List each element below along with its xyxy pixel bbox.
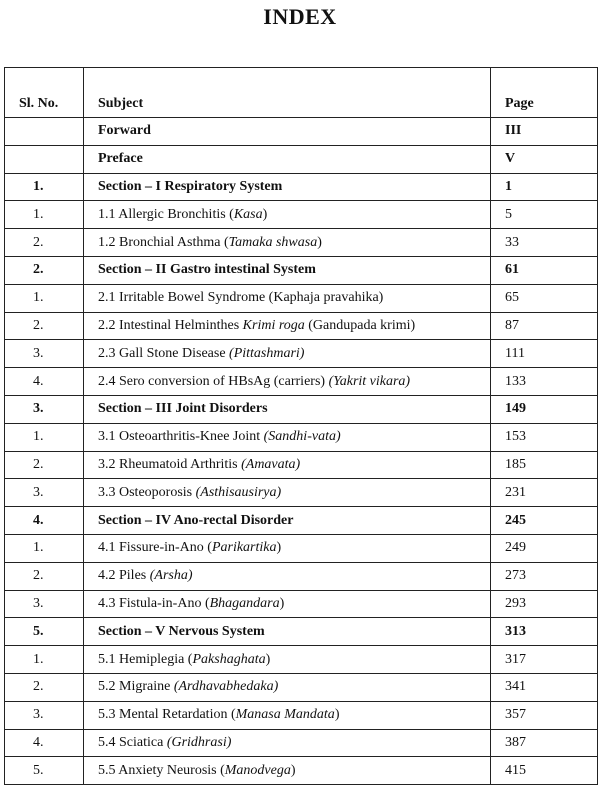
subject-text: 1.1 Allergic Bronchitis (	[98, 206, 234, 222]
page-cell: 313	[491, 618, 598, 646]
header-subject: Subject	[84, 68, 491, 118]
subject-text: 2.3 Gall Stone Disease	[98, 345, 230, 361]
page-cell: 133	[491, 368, 598, 396]
section-row	[5, 145, 598, 173]
sl-no-cell: 1.	[5, 423, 84, 451]
subject-text: 2.4 Sero conversion of HBsAg (carriers)	[98, 373, 329, 389]
sl-no-cell: 1.	[5, 173, 84, 201]
table-header-row	[5, 68, 598, 118]
sl-no-cell: 4.	[5, 507, 84, 535]
page-cell: 231	[491, 479, 598, 507]
index-table	[4, 67, 598, 785]
sl-no-cell: 2.	[5, 312, 84, 340]
subject-sanskrit-term: (Arsha)	[149, 568, 193, 584]
subject-cell	[84, 118, 491, 146]
table-row	[5, 562, 598, 590]
subject-text-tail: )	[276, 540, 282, 556]
sl-no-cell: 2.	[5, 673, 84, 701]
subject-cell	[84, 256, 491, 284]
subject-text: Preface	[98, 151, 143, 167]
subject-text: 3.3 Osteoporosis	[98, 484, 196, 500]
table-row	[5, 423, 598, 451]
sl-no-cell: 4.	[5, 729, 84, 757]
section-row	[5, 618, 598, 646]
sl-no-cell: 2.	[5, 229, 84, 257]
page-cell: 1	[491, 173, 598, 201]
subject-sanskrit-term: (Pittashmari)	[229, 345, 305, 361]
subject-sanskrit-term: Bhagandara	[209, 595, 280, 611]
subject-text-tail: )	[262, 206, 268, 222]
table-row	[5, 479, 598, 507]
table-row	[5, 701, 598, 729]
table-row	[5, 451, 598, 479]
subject-sanskrit-term: (Sandhi-vata)	[263, 429, 341, 445]
sl-no-cell: 1.	[5, 201, 84, 229]
page-cell: 61	[491, 256, 598, 284]
sl-no-cell: 3.	[5, 395, 84, 423]
page-cell: V	[491, 145, 598, 173]
page-cell: 341	[491, 673, 598, 701]
subject-cell	[84, 145, 491, 173]
section-row	[5, 395, 598, 423]
page-cell: 273	[491, 562, 598, 590]
subject-text: 4.2 Piles	[98, 568, 150, 584]
table-row	[5, 673, 598, 701]
subject-text: 5.1 Hemiplegia (	[98, 651, 193, 667]
subject-cell	[84, 312, 491, 340]
subject-cell	[84, 173, 491, 201]
subject-text: Section – III Joint Disorders	[98, 401, 268, 417]
subject-cell	[84, 590, 491, 618]
table-row	[5, 534, 598, 562]
page-cell: 149	[491, 395, 598, 423]
sl-no-cell: 3.	[5, 701, 84, 729]
page-cell: 293	[491, 590, 598, 618]
page-cell: III	[491, 118, 598, 146]
subject-sanskrit-term: (Amavata)	[241, 456, 301, 472]
subject-cell	[84, 562, 491, 590]
table-row	[5, 284, 598, 312]
subject-text: 3.1 Osteoarthritis-Knee Joint	[98, 429, 264, 445]
subject-cell	[84, 534, 491, 562]
subject-text: 2.2 Intestinal Helminthes	[98, 317, 243, 333]
subject-text: Section – II Gastro intestinal System	[98, 262, 316, 278]
sl-no-cell: 2.	[5, 562, 84, 590]
subject-cell	[84, 646, 491, 674]
table-row	[5, 757, 598, 785]
subject-text-tail: )	[334, 707, 340, 723]
page-cell: 387	[491, 729, 598, 757]
subject-cell	[84, 368, 491, 396]
sl-no-cell: 1.	[5, 646, 84, 674]
page-cell: 249	[491, 534, 598, 562]
subject-text: 4.1 Fissure-in-Ano (	[98, 540, 212, 556]
section-row	[5, 118, 598, 146]
subject-cell	[84, 451, 491, 479]
subject-text-tail: (Gandupada krimi)	[304, 317, 416, 333]
subject-sanskrit-term: (Gridhrasi)	[166, 734, 232, 750]
sl-no-cell: 2.	[5, 451, 84, 479]
subject-text: 4.3 Fistula-in-Ano (	[98, 595, 210, 611]
subject-sanskrit-term: (Ardhavabhedaka)	[173, 679, 279, 695]
subject-cell	[84, 395, 491, 423]
subject-text-tail: )	[279, 595, 285, 611]
subject-text: Section – V Nervous System	[98, 623, 265, 639]
page-cell: 33	[491, 229, 598, 257]
subject-cell	[84, 284, 491, 312]
subject-cell	[84, 701, 491, 729]
sl-no-cell	[5, 118, 84, 146]
subject-cell	[84, 618, 491, 646]
section-row	[5, 256, 598, 284]
subject-cell	[84, 673, 491, 701]
page-title: INDEX	[263, 4, 337, 29]
subject-cell	[84, 340, 491, 368]
subject-sanskrit-term: Tamaka shwasa	[228, 234, 318, 250]
subject-text: 5.4 Sciatica	[98, 734, 167, 750]
subject-text: Section – IV Ano-rectal Disorder	[98, 512, 294, 528]
subject-text: 5.2 Migraine	[98, 679, 174, 695]
subject-sanskrit-term: (Yakrit vikara)	[328, 373, 411, 389]
section-row	[5, 507, 598, 535]
header-page: Page	[491, 68, 598, 118]
subject-text: 5.5 Anxiety Neurosis (	[98, 762, 225, 778]
table-row	[5, 590, 598, 618]
sl-no-cell: 3.	[5, 590, 84, 618]
subject-sanskrit-term: Manasa Mandata	[235, 707, 335, 723]
page-cell: 153	[491, 423, 598, 451]
page-cell: 87	[491, 312, 598, 340]
page-cell: 317	[491, 646, 598, 674]
subject-sanskrit-term: Kasa	[233, 206, 263, 222]
page-cell: 65	[491, 284, 598, 312]
page-cell: 111	[491, 340, 598, 368]
subject-sanskrit-term: Pakshaghata	[192, 651, 266, 667]
table-row	[5, 646, 598, 674]
sl-no-cell: 3.	[5, 340, 84, 368]
sl-no-cell: 1.	[5, 284, 84, 312]
page-cell: 415	[491, 757, 598, 785]
page-cell: 185	[491, 451, 598, 479]
subject-text-tail: )	[290, 762, 296, 778]
table-row	[5, 201, 598, 229]
subject-sanskrit-term: (Asthisausirya)	[195, 484, 282, 500]
subject-cell	[84, 229, 491, 257]
sl-no-cell: 1.	[5, 534, 84, 562]
sl-no-cell: 3.	[5, 479, 84, 507]
table-row	[5, 229, 598, 257]
subject-sanskrit-term: Krimi roga	[242, 317, 305, 333]
subject-text: 5.3 Mental Retardation (	[98, 707, 236, 723]
page-cell: 357	[491, 701, 598, 729]
table-row	[5, 340, 598, 368]
page-cell: 5	[491, 201, 598, 229]
subject-cell	[84, 423, 491, 451]
header-sl-no: Sl. No.	[5, 68, 84, 118]
sl-no-cell: 5.	[5, 757, 84, 785]
sl-no-cell: 4.	[5, 368, 84, 396]
subject-sanskrit-term: Manodvega	[224, 762, 291, 778]
subject-cell	[84, 479, 491, 507]
subject-cell	[84, 507, 491, 535]
page-cell: 245	[491, 507, 598, 535]
section-row	[5, 173, 598, 201]
subject-text-tail: )	[265, 651, 271, 667]
subject-sanskrit-term: Parikartika	[211, 540, 277, 556]
sl-no-cell	[5, 145, 84, 173]
subject-cell	[84, 757, 491, 785]
sl-no-cell: 5.	[5, 618, 84, 646]
table-row	[5, 368, 598, 396]
table-row	[5, 312, 598, 340]
subject-cell	[84, 201, 491, 229]
subject-text: Forward	[98, 123, 151, 139]
sl-no-cell: 2.	[5, 256, 84, 284]
subject-text: 1.2 Bronchial Asthma (	[98, 234, 229, 250]
subject-text-tail: )	[317, 234, 322, 250]
subject-cell	[84, 729, 491, 757]
table-row	[5, 729, 598, 757]
subject-text: 3.2 Rheumatoid Arthritis	[98, 456, 242, 472]
subject-text: Section – I Respiratory System	[98, 178, 283, 194]
subject-text: 2.1 Irritable Bowel Syndrome (Kaphaja pravahika)	[98, 290, 384, 306]
